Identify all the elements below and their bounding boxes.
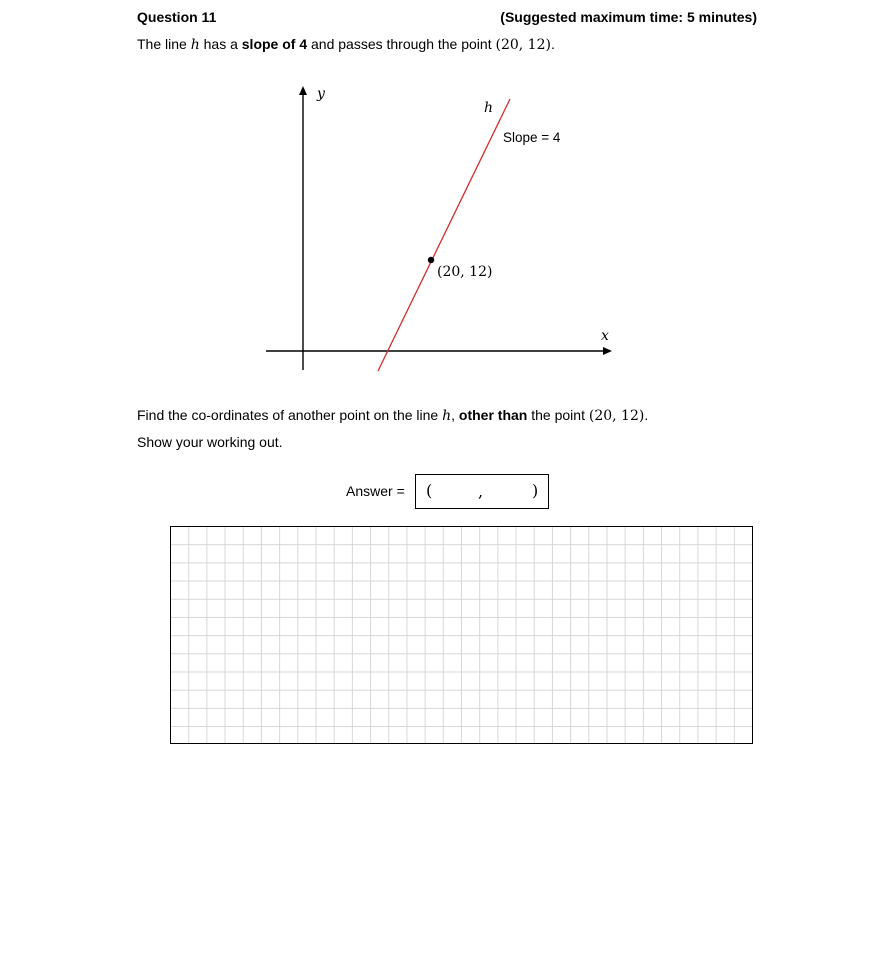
y-axis-arrow-icon — [299, 86, 307, 95]
intro-line-variable: h — [190, 37, 200, 53]
answer-label: Answer = — [346, 483, 405, 499]
show-working-instruction: Show your working out. — [137, 434, 283, 450]
working-out-grid[interactable] — [170, 526, 753, 744]
x-axis-arrow-icon — [603, 347, 612, 355]
intro-text-1: The line — [137, 36, 191, 52]
intro-text-2: has a — [199, 36, 242, 52]
point-marker — [428, 257, 434, 263]
answer-open-paren: ( — [426, 481, 433, 500]
task-text-1: Find the co-ordinates of another point on the line — [137, 407, 443, 423]
line-diagram — [0, 0, 892, 400]
line-h-label: h — [484, 100, 494, 116]
task-line-variable: h — [442, 408, 452, 424]
task-text-4: . — [644, 407, 649, 423]
intro-text-4: . — [550, 36, 555, 52]
intro-text-3: and passes through the point — [307, 36, 496, 52]
answer-input-box[interactable] — [415, 474, 549, 509]
task-text-3: the point — [527, 407, 589, 423]
intro-point: (20, 12) — [495, 37, 551, 53]
suggested-time: (Suggested maximum time: 5 minutes) — [500, 9, 757, 25]
answer-comma: , — [478, 482, 484, 501]
y-axis-label: y — [317, 86, 325, 102]
question-number: Question 11 — [137, 9, 217, 25]
line-h — [378, 99, 510, 371]
answer-close-paren: ) — [532, 481, 539, 500]
task-other-than-bold: other than — [458, 407, 528, 423]
question-task — [137, 407, 648, 424]
task-point: (20, 12) — [588, 408, 645, 424]
x-axis-label: x — [601, 328, 609, 344]
task-text-2: , — [451, 407, 459, 423]
intro-slope-bold: slope of 4 — [241, 36, 308, 52]
point-label: (20, 12) — [437, 264, 493, 280]
slope-label: Slope = 4 — [503, 130, 561, 145]
